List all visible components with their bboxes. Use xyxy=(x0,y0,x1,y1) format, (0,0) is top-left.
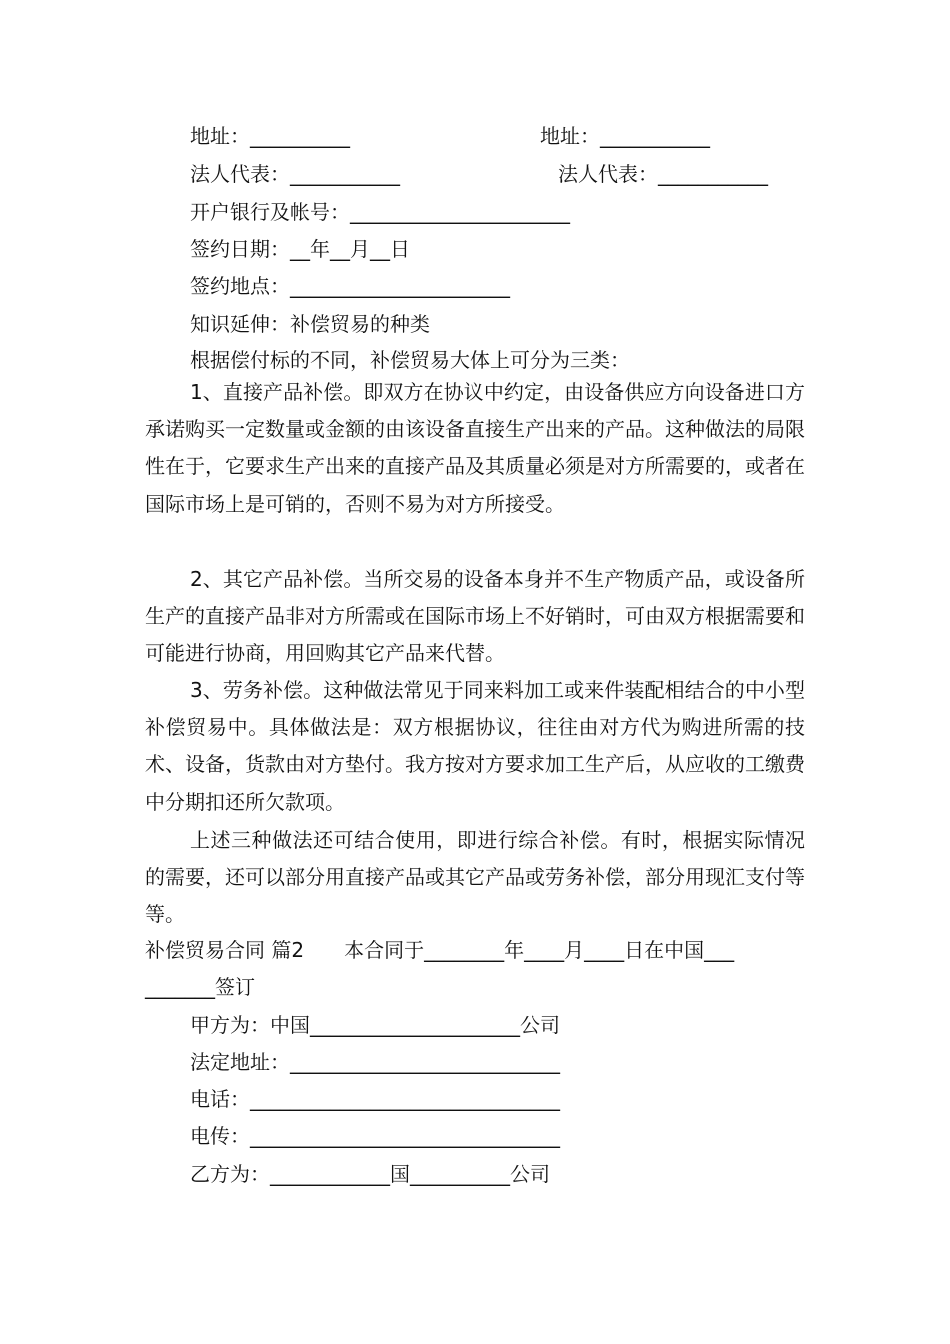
knowledge-heading: 知识延伸：补偿贸易的种类 xyxy=(190,312,430,336)
party-a-line: 甲方为：中国_____________________公司 xyxy=(190,1013,560,1037)
item-direct-product: 1、直接产品补偿。即双方在协议中约定，由设备供应方向设备进口方承诺购买一定数量或金额的由该设备直接生产出来的产品。这种做法的局限性在于，它要求生产出来的直接产品及其质量必须是对方所需要的，或者在国际市场上是可销的，否则不易为对方所接受。 xyxy=(145,380,805,516)
contract2-title-line: 补偿贸易合同 篇2 本合同于________年____月____日在中国___ xyxy=(145,938,735,962)
bank-account-line: 开户银行及帐号：______________________ xyxy=(190,200,570,224)
contract2-title-continuation: _______签订 xyxy=(145,975,255,999)
signing-place-line: 签约地点：______________________ xyxy=(190,274,510,298)
legal-address-line: 法定地址：___________________________ xyxy=(190,1050,560,1074)
party-a-legal-rep: 法人代表：___________ xyxy=(190,162,400,186)
party-b-line: 乙方为：____________国__________公司 xyxy=(190,1162,550,1186)
party-b-legal-rep: 法人代表：___________ xyxy=(558,162,768,186)
party-a-address: 地址：__________ xyxy=(190,124,350,148)
phone-line: 电话：_______________________________ xyxy=(190,1087,560,1111)
fax-line: 电传：_______________________________ xyxy=(190,1124,560,1148)
party-b-address: 地址：___________ xyxy=(540,124,710,148)
item-other-product: 2、其它产品补偿。当所交易的设备本身并不生产物质产品，或设备所生产的直接产品非对方所需或在国际市场上不好销时，可由双方根据需要和可能进行协商，用回购其它产品来代替。 xyxy=(145,567,805,666)
signing-date-line: 签约日期：__年__月__日 xyxy=(190,237,410,261)
item-labor-compensation: 3、劳务补偿。这种做法常见于同来料加工或来件装配相结合的中小型补偿贸易中。具体做法是：双方根据协议，往往由对方代为购进所需的技术、设备，货款由对方垫付。我方按对方要求加工生产后，从应收的工缴费中分期扣还所欠款项。 xyxy=(145,678,805,814)
summary-paragraph: 上述三种做法还可结合使用，即进行综合补偿。有时，根据实际情况的需要，还可以部分用直接产品或其它产品或劳务补偿，部分用现汇支付等等。 xyxy=(145,828,805,927)
knowledge-intro: 根据偿付标的不同，补偿贸易大体上可分为三类： xyxy=(190,348,630,372)
